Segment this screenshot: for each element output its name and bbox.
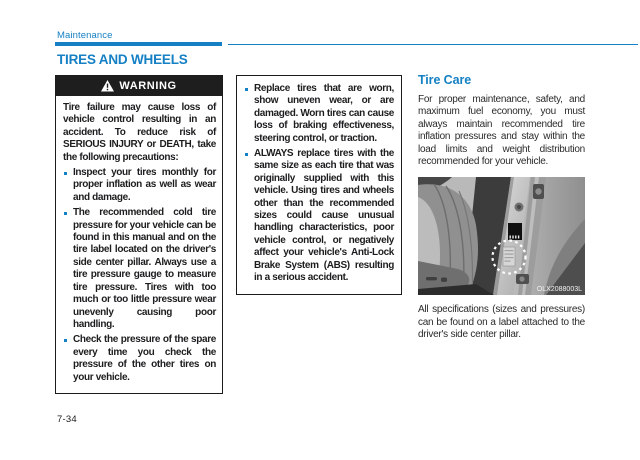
- warning-box-continued: [236, 75, 402, 295]
- photo-caption: All specifications (sizes and pressures) can be found on a label attached to the driver's side center pillar.: [418, 304, 585, 341]
- warning-intro: Tire failure may cause loss of vehicle control resulting in an accident. To reduce risk of SERIOUS INJURY or DEATH, take the following precautions:: [63, 102, 216, 163]
- tire-care-section: [418, 73, 585, 342]
- list-item: Replace tires that are worn, show uneven wear, or are damaged. Worn tires can cause loss of braking effectiveness, steering control, or traction.: [244, 83, 394, 145]
- list-item: ALWAYS replace tires with the same size as each tire that was originally supplied with this vehicle. Using tires and wheels other than the recommended sizes could cause unusual handling characteristics, poor vehicle control, or negatively affect your vehicle's Anti-Lock Brake System (ABS) resulting in a serious accident.: [244, 148, 394, 284]
- door-latch-bottom: [516, 274, 529, 284]
- header-rule-thin: [228, 44, 638, 45]
- breadcrumb: Maintenance: [57, 30, 113, 41]
- warning-box-header: [56, 76, 222, 96]
- warning-box-body: [56, 96, 222, 393]
- photo-watermark: OLX2088003L: [536, 286, 582, 294]
- page-number: 7-34: [57, 414, 77, 425]
- warning-triangle-icon: [101, 80, 114, 92]
- list-item: Inspect your tires monthly for proper inflation as well as wear and damage.: [63, 167, 216, 204]
- page-title: TIRES AND WHEELS: [57, 52, 188, 67]
- door-latch-top: [533, 184, 544, 199]
- tire-care-body: For proper maintenance, safety, and maximum fuel economy, you must always maintain recommended tire inflation pressures and stay within the load limits and weight distribution recommended for your vehicle.: [418, 94, 585, 168]
- warning-label: WARNING: [119, 80, 177, 92]
- pillar-grommet: [515, 203, 524, 212]
- pillar-photo: [418, 177, 585, 295]
- warning-continued-body: [237, 76, 401, 294]
- warning-continued-bullet-list: [244, 83, 394, 285]
- warning-box: [55, 75, 223, 394]
- list-item: The recommended cold tire pressure for your vehicle can be found in this manual and on the tire label located on the driver's side center pillar. Always use a tire pressure gauge to measure tire pressure. Tires with too much or too little pressure wear unevenly causing poor handling.: [63, 207, 216, 331]
- certification-label: [503, 247, 515, 266]
- tire-care-heading: Tire Care: [418, 73, 472, 87]
- tire-pressure-label: [508, 223, 522, 240]
- header-rule-thick: [55, 42, 222, 46]
- list-item: Check the pressure of the spare every time you check the pressure of the other tires on your vehicle.: [63, 334, 216, 384]
- warning-bullet-list: [63, 167, 216, 384]
